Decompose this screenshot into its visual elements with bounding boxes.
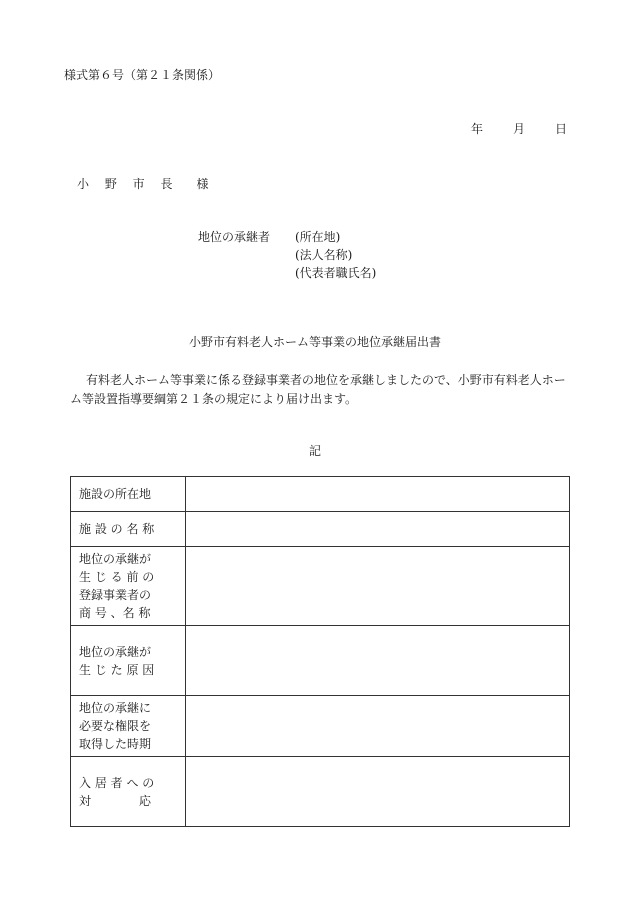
table-row xyxy=(71,757,570,827)
date-line xyxy=(471,120,567,137)
successor-label: 地位の承継者 xyxy=(198,230,271,244)
date-year-label: 年 xyxy=(470,122,483,136)
row-value-facility-address[interactable] xyxy=(186,477,570,512)
row-value-authority-acquisition-date[interactable] xyxy=(186,696,570,757)
row-value-resident-response[interactable] xyxy=(186,757,570,827)
ki-heading: 記 xyxy=(308,444,321,458)
table-row xyxy=(71,547,570,626)
detail-table xyxy=(70,476,570,827)
date-day-label: 日 xyxy=(554,122,567,136)
successor-fields xyxy=(295,228,376,282)
table-row xyxy=(71,696,570,757)
row-label-succession-cause: 地位の承継が 生 じ た 原 因 xyxy=(71,626,186,696)
row-label-previous-operator: 地位の承継が 生 じ る 前 の 登録事業者の 商 号 、名 称 xyxy=(71,547,186,626)
body-paragraph xyxy=(70,371,570,409)
date-month-label: 月 xyxy=(512,122,525,136)
successor-corporate-name-field: (法人名称) xyxy=(295,248,353,262)
row-label-resident-response: 入 居 者 へ の 対 応 xyxy=(71,757,186,827)
row-label-facility-name: 施 設 の 名 称 xyxy=(71,512,186,547)
row-value-succession-cause[interactable] xyxy=(186,626,570,696)
row-value-previous-operator[interactable] xyxy=(186,547,570,626)
addressee: 小 野 市 長 様 xyxy=(77,177,215,191)
row-value-facility-name[interactable] xyxy=(186,512,570,547)
table-row xyxy=(71,512,570,547)
successor-address-field: (所在地) xyxy=(295,230,341,244)
table-row xyxy=(71,477,570,512)
successor-representative-field: (代表者職氏名) xyxy=(295,266,377,280)
row-label-facility-address: 施設の所在地 xyxy=(71,477,186,512)
document-title: 小野市有料老人ホーム等事業の地位承継届出書 xyxy=(188,335,441,349)
form-number: 様式第６号（第２１条関係） xyxy=(64,68,221,82)
body-text: 有料老人ホーム等事業に係る登録事業者の地位を承継しましたので、小野市有料老人ホーム等設置指導要綱第２１条の規定により届け出ます。 xyxy=(70,373,566,406)
row-label-authority-acquisition-date: 地位の承継に 必要な権限を 取得した時期 xyxy=(71,696,186,757)
table-row xyxy=(71,626,570,696)
